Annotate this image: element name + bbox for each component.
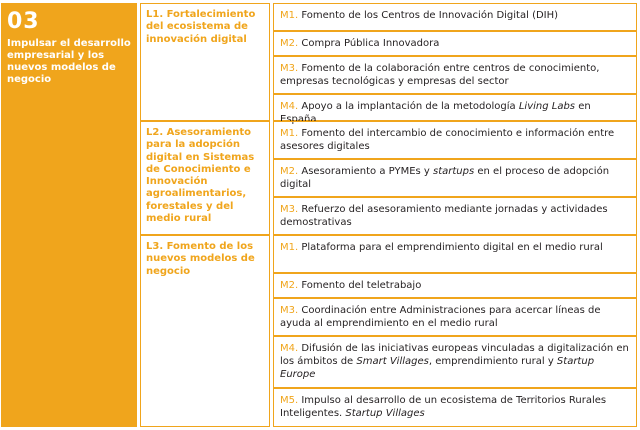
measure-text-italic: Startup Villages (345, 408, 425, 419)
measure-text: , emprendimiento rural y (428, 356, 557, 367)
measure-code: M5. (280, 395, 299, 406)
line-cell-l1 (140, 3, 270, 121)
line-label: L1. Fortalecimiento del ecosistema de innovación digital (146, 9, 256, 45)
line-cell-l2 (140, 121, 270, 235)
measure-cell-l1-m2 (273, 31, 637, 56)
measure-text: en España (280, 101, 591, 125)
measure-cell-l3-m3 (273, 298, 637, 336)
measure-text: en el proceso de adopción digital (280, 166, 610, 190)
measure-text: Compra Pública Innovadora (301, 38, 440, 49)
measure-cell-l3-m5 (273, 388, 637, 427)
measure-code: M4. (280, 343, 299, 354)
measure-code: M1. (280, 242, 299, 253)
measure-text: Coordinación entre Administraciones para acercar líneas de ayuda al emprendimiento en el medio rural (280, 305, 601, 329)
axis-title: Impulsar el desarrollo empresarial y los nuevos modelos de negocio (7, 38, 131, 85)
measure-text: Fomento del teletrabajo (301, 280, 422, 291)
line-label: L3. Fomento de los nuevos modelos de negocio (146, 241, 255, 277)
measure-code: M3. (280, 305, 299, 316)
measure-text: Apoyo a la implantación de la metodología (301, 101, 519, 112)
measure-cell-l2-m3 (273, 197, 637, 235)
measure-text: Plataforma para el emprendimiento digital en el medio rural (301, 242, 603, 253)
measure-cell-l1-m4 (273, 94, 637, 125)
measure-code: M2. (280, 166, 299, 177)
measure-text: Fomento de la colaboración entre centros de conocimiento, empresas tecnológicas y empresas del sector (280, 63, 600, 87)
measure-text: Asesoramiento a PYMEs y (301, 166, 434, 177)
measure-text-italic: startups (433, 166, 475, 177)
measure-cell-l1-m3 (273, 56, 637, 94)
measure-code: M4. (280, 101, 299, 112)
measure-cell-l3-m1 (273, 235, 637, 273)
measure-code: M2. (280, 38, 299, 49)
line-cell-l3 (140, 235, 270, 427)
measure-text-italic: Startup Europe (280, 356, 595, 380)
measure-text-italic: Smart Villages (356, 356, 429, 367)
measure-cell-l3-m2 (273, 273, 637, 298)
measure-text: Fomento del intercambio de conocimiento e información entre asesores digitales (280, 128, 615, 152)
measure-cell-l2-m1 (273, 121, 637, 159)
measure-code: M3. (280, 63, 299, 74)
measure-text: Impulso al desarrollo de un ecosistema de Territorios Rurales Inteligentes. (280, 395, 607, 419)
measure-code: M1. (280, 10, 299, 21)
axis-cell (1, 3, 137, 427)
measure-code: M2. (280, 280, 299, 291)
measure-cell-l3-m4 (273, 336, 637, 388)
measure-code: M1. (280, 128, 299, 139)
measure-text: Fomento de los Centros de Innovación Digital (DIH) (301, 10, 559, 21)
axis-number: 03 (7, 9, 40, 34)
measure-text-italic: Living Labs (518, 101, 576, 112)
line-label: L2. Asesoramiento para la adopción digital en Sistemas de Conocimiento e Innovación agroalimentarios, forestales y del medio rural (146, 127, 255, 225)
measure-cell-l1-m1 (273, 3, 637, 31)
measure-text: Difusión de las iniciativas europeas vinculadas a digitalización en los ámbitos de (280, 343, 629, 367)
measure-code: M3. (280, 204, 299, 215)
measure-cell-l2-m2 (273, 159, 637, 197)
measure-text: Refuerzo del asesoramiento mediante jornadas y actividades demostrativas (280, 204, 608, 228)
